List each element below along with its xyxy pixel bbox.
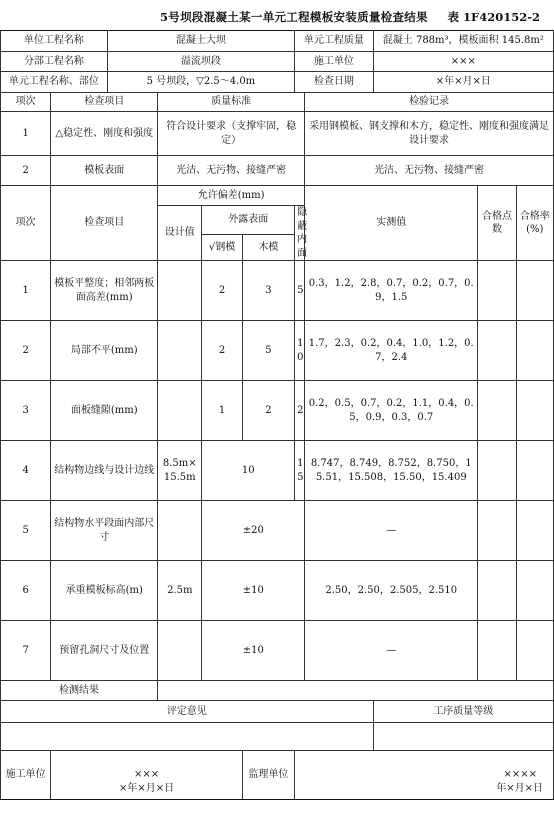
s2-row3-points [478,381,516,441]
s2-row1-steel: 2 [202,261,242,321]
inspection-date-label: 检查日期 [295,72,374,93]
s2-row7-no: 7 [1,621,51,681]
unit-quantity-value: 混凝土 788m³，模板面积 145.8m² [373,31,553,52]
s1-row1-record: 采用钢模板、钢支撑和木方，稳定性、刚度和强度满足设计要求 [305,112,554,156]
s2-row1-measured: 0.3，1.2，2.8，0.7，0.2，0.7，0.9，1.5 [305,261,478,321]
sub-project-label: 分部工程名称 [1,52,108,72]
s1-row2-record: 光洁、无污物、接缝严密 [305,156,554,186]
s1-item-no-header: 项次 [1,93,51,112]
sub-project-value: 溢流坝段 [107,52,294,72]
document-title: 5号坝段混凝土某一单元工程模板安装质量检查结果 [160,10,428,24]
s2-row3-hidden: 2 [295,381,305,441]
supervision-signer: ×××× [503,769,537,780]
s2-row1-wood: 3 [242,261,294,321]
s2-row6-tolerance: ±10 [202,561,305,621]
supervision-date: 年×月×日 [496,782,543,794]
s2-row1-hidden: 5 [295,261,305,321]
supervision-unit-sign-label: 监理单位 [242,751,294,800]
process-grade-label: 工序质量等级 [373,701,553,723]
s2-pass-rate-header: 合格率(%) [516,186,553,261]
s1-row1-item: △稳定性、刚度和强度 [51,112,158,156]
process-grade-value [373,723,553,751]
s1-check-item-header: 检查项目 [51,93,158,112]
s2-pass-points-header: 合格点数 [478,186,516,261]
s2-row6-measured: 2.50，2.50，2.505，2.510 [305,561,478,621]
s2-steel-form-header: √钢模 [202,234,242,260]
s2-row4-hidden: 15 [295,441,305,501]
construction-unit-sign-label: 施工单位 [1,751,51,800]
s1-row1-no: 1 [1,112,51,156]
test-result-value [158,681,554,701]
s2-row2-wood: 5 [242,321,294,381]
s2-row7-points [478,621,516,681]
s2-row2-rate [516,321,553,381]
s2-row6-rate [516,561,553,621]
unit-quantity-label: 单元工程质量 [295,31,374,52]
s2-row1-item: 模板平整度；相邻两板面高差(mm) [51,261,158,321]
s2-row3-rate [516,381,553,441]
s2-row4-design: 8.5m×15.5m [158,441,202,501]
s2-row4-points [478,441,516,501]
supervision-sign-block [295,751,554,800]
s2-measured-header: 实测值 [305,186,478,261]
s2-row6-design: 2.5m [158,561,202,621]
s2-row6-no: 6 [1,561,51,621]
s2-row3-wood: 2 [242,381,294,441]
element-value: 5 号坝段，▽2.5～4.0m [107,72,294,93]
s1-row2-no: 2 [1,156,51,186]
table-number: 表 1F420152-2 [447,10,540,24]
s2-row1-points [478,261,516,321]
s1-row2-item: 模板表面 [51,156,158,186]
s2-row4-no: 4 [1,441,51,501]
s2-row5-design [158,501,202,561]
s2-row3-no: 3 [1,381,51,441]
s2-row2-steel: 2 [202,321,242,381]
s2-row5-tolerance: ±20 [202,501,305,561]
s2-row7-tolerance: ±10 [202,621,305,681]
s1-row1-standard: 符合设计要求（支撑牢固，稳定） [158,112,305,156]
s2-row1-rate [516,261,553,321]
s2-row7-rate [516,621,553,681]
s2-row6-item: 承重模板标高(m) [51,561,158,621]
construction-unit-value: ××× [373,52,553,72]
s2-row5-points [478,501,516,561]
inspection-date-value: ×年×月×日 [373,72,553,93]
construction-signer: ××× [133,769,160,780]
s2-row3-design [158,381,202,441]
s2-row2-points [478,321,516,381]
s2-design-value-header: 设计值 [158,206,202,261]
s2-row5-no: 5 [1,501,51,561]
s2-row2-design [158,321,202,381]
s2-row1-design [158,261,202,321]
s2-row4-exposed: 10 [202,441,295,501]
document-header [0,8,554,28]
construction-date: ×年×月×日 [118,782,175,794]
element-label: 单元工程名称、部位 [1,72,108,93]
s2-allowed-deviation-header: 允许偏差(mm) [158,186,305,206]
s1-row2-standard: 光洁、无污物、接缝严密 [158,156,305,186]
s2-row5-item: 结构物水平段面内部尺寸 [51,501,158,561]
inspection-table [0,30,554,800]
s2-row4-rate [516,441,553,501]
evaluation-value [1,723,374,751]
unit-project-label: 单位工程名称 [1,31,108,52]
s2-row2-no: 2 [1,321,51,381]
s2-row7-measured: — [305,621,478,681]
s2-row4-measured: 8.747，8.749，8.752，8.750，15.51，15.508，15.50，15.409 [305,441,478,501]
s2-hidden-surface-header: 隐蔽内面 [295,206,305,261]
s2-row7-item: 预留孔洞尺寸及位置 [51,621,158,681]
s2-row5-measured: — [305,501,478,561]
s2-wood-form-header: 木模 [242,234,294,260]
s2-row2-hidden: 10 [295,321,305,381]
s2-row3-item: 面板缝隙(mm) [51,381,158,441]
s2-row5-rate [516,501,553,561]
s1-quality-standard-header: 质量标准 [158,93,305,112]
s2-exposed-surface-header: 外露表面 [202,206,295,235]
s2-row1-no: 1 [1,261,51,321]
s2-item-no-header: 项次 [1,186,51,261]
s2-row2-measured: 1.7，2.3，0.2，0.4，1.0，1.2，0.7，2.4 [305,321,478,381]
s2-row6-points [478,561,516,621]
evaluation-label: 评定意见 [1,701,374,723]
s1-inspection-record-header: 检验记录 [305,93,554,112]
test-result-label: 检测结果 [1,681,158,701]
construction-sign-block [51,751,242,800]
s2-check-item-header: 检查项目 [51,186,158,261]
s2-row3-steel: 1 [202,381,242,441]
s2-row7-design [158,621,202,681]
construction-unit-label: 施工单位 [295,52,374,72]
unit-project-value: 混凝土大坝 [107,31,294,52]
s2-row2-item: 局部不平(mm) [51,321,158,381]
s2-row4-item: 结构物边线与设计边线 [51,441,158,501]
s2-row3-measured: 0.2，0.5，0.7，0.2，1.1，0.4，0.5，0.9，0.3，0.7 [305,381,478,441]
